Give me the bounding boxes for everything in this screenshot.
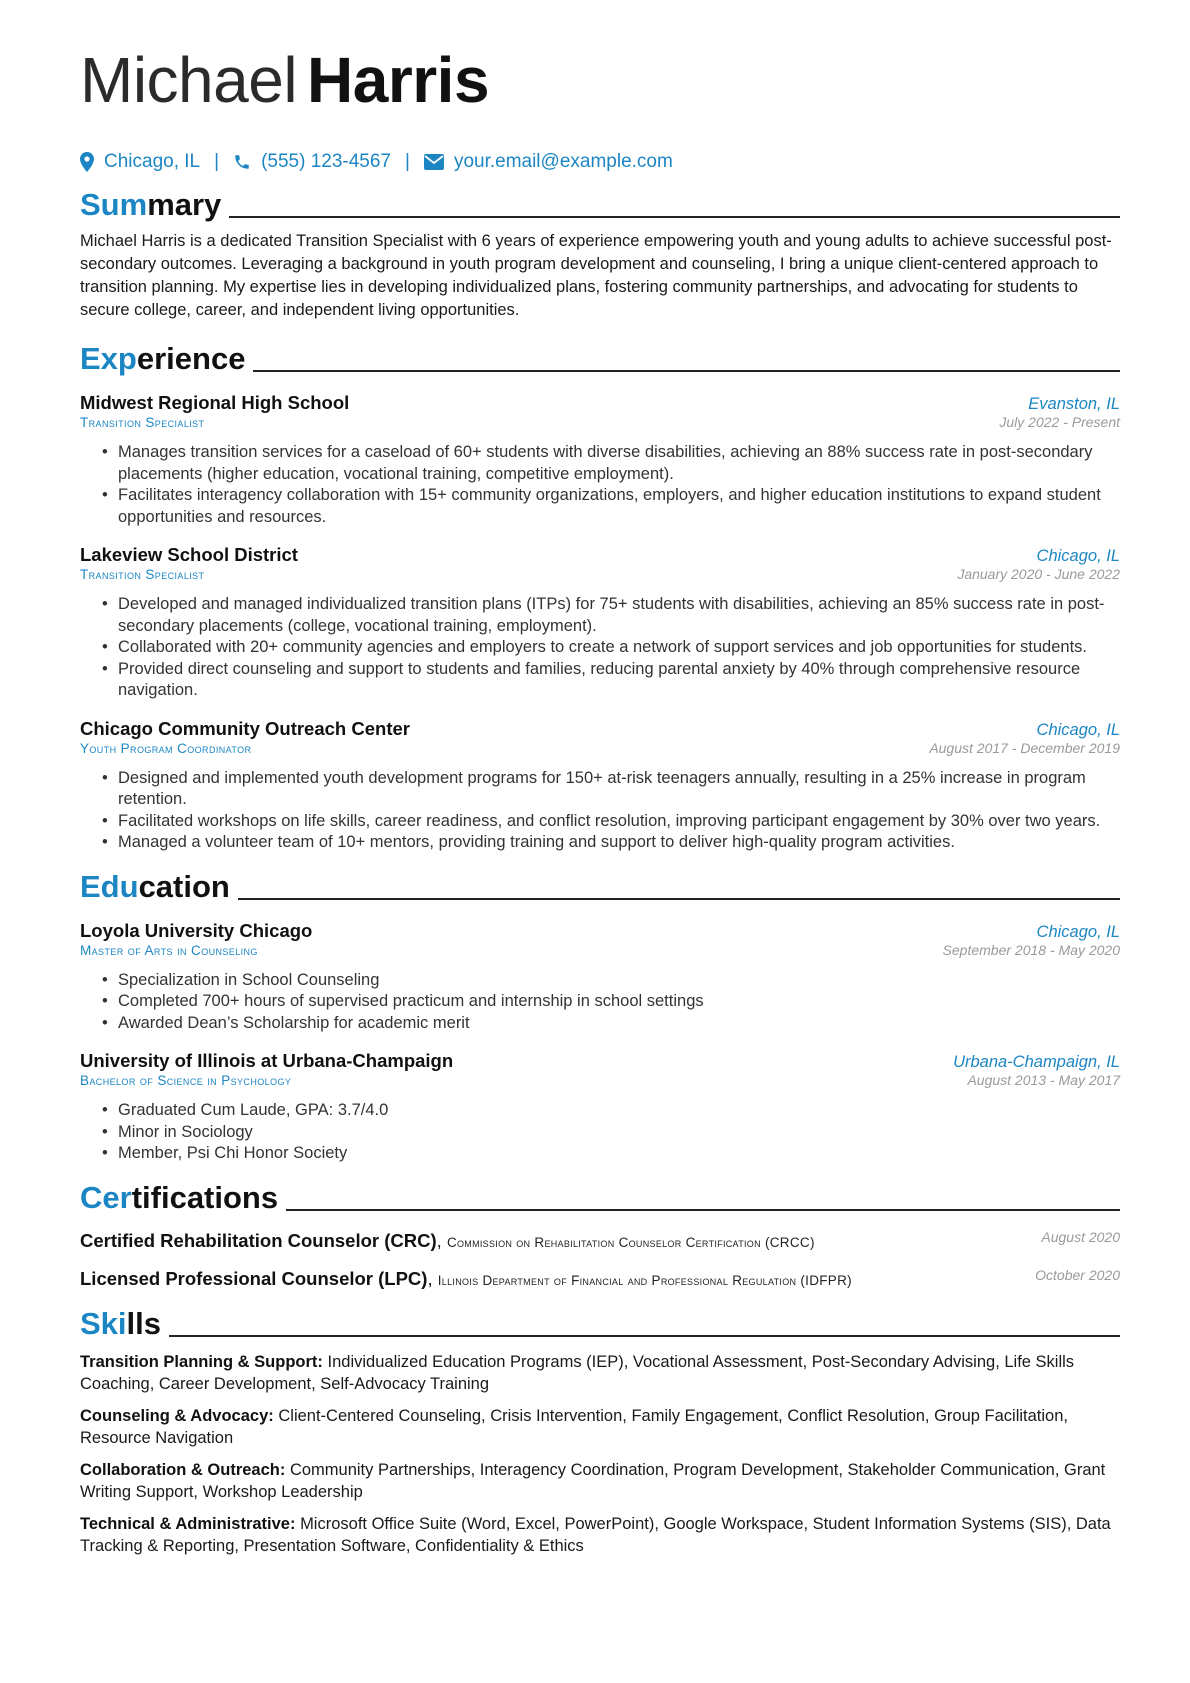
skill-items: Community Partnerships, Interagency Coordination, Program Development, Stakeholder Communication, Grant Writing Support, Workshop Leadership (80, 1460, 1106, 1501)
job-location: Evanston, IL (1028, 395, 1120, 413)
contact-separator: | (405, 151, 410, 172)
list-item: • Facilitates interagency collaboration with 15+ community organizations, employers, and higher education institutions to expand student opportunities and resources. (118, 485, 1120, 528)
contact-email[interactable] (424, 151, 673, 173)
job-location: Chicago, IL (1036, 720, 1120, 739)
certification-issuer: Illinois Department of Financial and Professional Regulation (IDFPR) (437, 1272, 852, 1288)
skill-group (80, 1405, 1120, 1449)
certification-date: October 2020 (1035, 1266, 1120, 1283)
bullet-list (80, 1100, 1120, 1165)
map-pin-icon (80, 152, 94, 172)
contact-bar (80, 148, 1120, 176)
certification-name: Licensed Professional Counselor (LPC) (80, 1267, 428, 1289)
degree: Master of Arts in Counseling (80, 942, 258, 958)
experience-heading (80, 336, 1120, 378)
list-item: • Awarded Dean’s Scholarship for academic merit (118, 1013, 1120, 1035)
envelope-icon (424, 154, 444, 170)
job-dates: July 2022 - Present (999, 414, 1120, 430)
skills-heading (80, 1301, 1120, 1343)
heading-rest: erience (136, 341, 246, 376)
bullet-list (80, 594, 1120, 702)
heading-accent: Sum (80, 187, 148, 222)
heading-rest: tifications (131, 1179, 279, 1215)
phone-icon (233, 153, 251, 171)
certification-entry: Certified Rehabilitation Counselor (CRC), Commission on Rehabilitation Counselor Certification (CRCC) August 2020 (80, 1229, 1120, 1255)
degree: Bachelor of Science in Psychology (80, 1073, 292, 1088)
school-name: Loyola University Chicago (80, 919, 313, 941)
experience-entry (80, 718, 1120, 854)
certification-issuer: Commission on Rehabilitation Counselor Certification (CRCC) (446, 1234, 815, 1250)
experience-entry (80, 392, 1120, 528)
candidate-name (80, 40, 1120, 120)
school-dates: August 2013 - May 2017 (967, 1072, 1120, 1088)
bullet-list (80, 768, 1120, 854)
summary-heading (80, 182, 1120, 224)
list-item: • Provided direct counseling and support to students and families, reducing parental anxiety by 40% through comprehensive resource navigation. (118, 659, 1120, 702)
last-name: Harris (307, 44, 490, 116)
skill-category: Collaboration & Outreach: (80, 1460, 286, 1479)
bullet-list (80, 970, 1120, 1035)
skill-items: Individualized Education Programs (IEP), Vocational Assessment, Post-Secondary Advising, Life Skills Coaching, Career Development, Self-Advocacy Training (80, 1352, 1075, 1393)
employer-name: Lakeview School District (80, 544, 298, 565)
education-entry (80, 920, 1120, 1035)
list-item: • Member, Psi Chi Honor Society (118, 1143, 1120, 1165)
contact-location (80, 151, 200, 173)
skill-category: Technical & Administrative: (80, 1514, 296, 1533)
skill-group (80, 1513, 1120, 1557)
job-dates: January 2020 - June 2022 (957, 566, 1120, 582)
heading-accent: Ski (80, 1305, 127, 1341)
heading-rule (238, 898, 1120, 900)
list-item: • Graduated Cum Laude, GPA: 3.7/4.0 (118, 1100, 1120, 1122)
list-item: • Developed and managed individualized transition plans (ITPs) for 75+ students with disabilities, achieving an 85% success rate in post-secondary placements (college, vocational training, employment). (118, 594, 1120, 637)
email-text: your.email@example.com (453, 151, 673, 172)
list-item: • Facilitated workshops on life skills, career readiness, and conflict resolution, improving participant engagement by 30% over two years. (118, 811, 1120, 833)
contact-phone[interactable] (233, 151, 391, 173)
heading-accent: Cer (80, 1179, 132, 1215)
certification-name: Certified Rehabilitation Counselor (CRC) (80, 1229, 437, 1251)
heading-rule (169, 1335, 1120, 1337)
certification-entry: Licensed Professional Counselor (LPC), Illinois Department of Financial and Professional Regulation (IDFPR) October 2020 (80, 1267, 1120, 1293)
skill-group (80, 1351, 1120, 1395)
job-title: Youth Program Coordinator (80, 740, 252, 756)
phone-text: (555) 123-4567 (261, 151, 391, 172)
employer-name: Midwest Regional High School (80, 392, 350, 413)
heading-accent: Edu (80, 868, 139, 904)
list-item: • Managed a volunteer team of 10+ mentors, providing training and support to deliver high-quality program activities. (118, 832, 1120, 854)
list-item: • Manages transition services for a caseload of 60+ students with diverse disabilities, achieving an 88% success rate in post-secondary placements (higher education, vocational training, competitive employment). (118, 442, 1120, 485)
skill-category: Counseling & Advocacy: (80, 1406, 274, 1425)
first-name: Michael (80, 44, 298, 116)
contact-separator: | (214, 151, 220, 172)
education-entry (80, 1050, 1120, 1165)
summary-text: Michael Harris is a dedicated Transition Specialist with 6 years of experience empowering youth and young adults to achieve successful post-secondary outcomes. Leveraging a background in youth program development and counseling, I bring a unique client-centered approach to transition planning. My expertise lies in developing individualized plans, fostering community partnerships, and advocating for students to secure college, career, and independent living opportunities. (80, 232, 1112, 319)
certifications-heading (80, 1175, 1120, 1217)
list-item: • Minor in Sociology (118, 1122, 1120, 1144)
education-heading (80, 864, 1120, 906)
location-text: Chicago, IL (104, 151, 201, 172)
job-location: Chicago, IL (1036, 547, 1120, 565)
employer-name: Chicago Community Outreach Center (80, 717, 410, 739)
list-item: • Collaborated with 20+ community agencies and employers to create a network of support services and job opportunities for students. (118, 637, 1120, 659)
heading-rule (253, 370, 1120, 372)
heading-rest: cation (138, 868, 230, 904)
certification-date: August 2020 (1041, 1228, 1120, 1245)
skill-items: Microsoft Office Suite (Word, Excel, PowerPoint), Google Workspace, Student Information Systems (SIS), Data Tracking & Reporting, Presentation Software, Confidentiality & Ethics (80, 1514, 1111, 1555)
list-item: • Designed and implemented youth development programs for 150+ at-risk teenagers annually, resulting in a 25% increase in program retention. (118, 768, 1120, 811)
school-location: Urbana-Champaign, IL (953, 1053, 1120, 1071)
skill-items: Client-Centered Counseling, Crisis Intervention, Family Engagement, Conflict Resolution, Group Facilitation, Resource Navigation (80, 1406, 1068, 1447)
bullet-list (80, 442, 1120, 528)
heading-rule (286, 1209, 1120, 1211)
skill-group (80, 1459, 1120, 1503)
job-title: Transition Specialist (80, 567, 205, 582)
school-name: University of Illinois at Urbana-Champaign (80, 1050, 454, 1071)
school-dates: September 2018 - May 2020 (942, 941, 1120, 958)
heading-accent: Exp (80, 341, 137, 376)
heading-rule (229, 216, 1120, 218)
school-location: Chicago, IL (1036, 922, 1120, 941)
heading-rest: lls (126, 1305, 161, 1341)
skill-category: Transition Planning & Support: (80, 1352, 323, 1371)
resume-page (80, 40, 1120, 1557)
experience-entry (80, 544, 1120, 702)
list-item: • Completed 700+ hours of supervised practicum and internship in school settings (118, 991, 1120, 1013)
job-title: Transition Specialist (80, 415, 205, 430)
job-dates: August 2017 - December 2019 (929, 739, 1120, 756)
heading-rest: mary (147, 187, 222, 222)
list-item: • Specialization in School Counseling (118, 970, 1120, 992)
